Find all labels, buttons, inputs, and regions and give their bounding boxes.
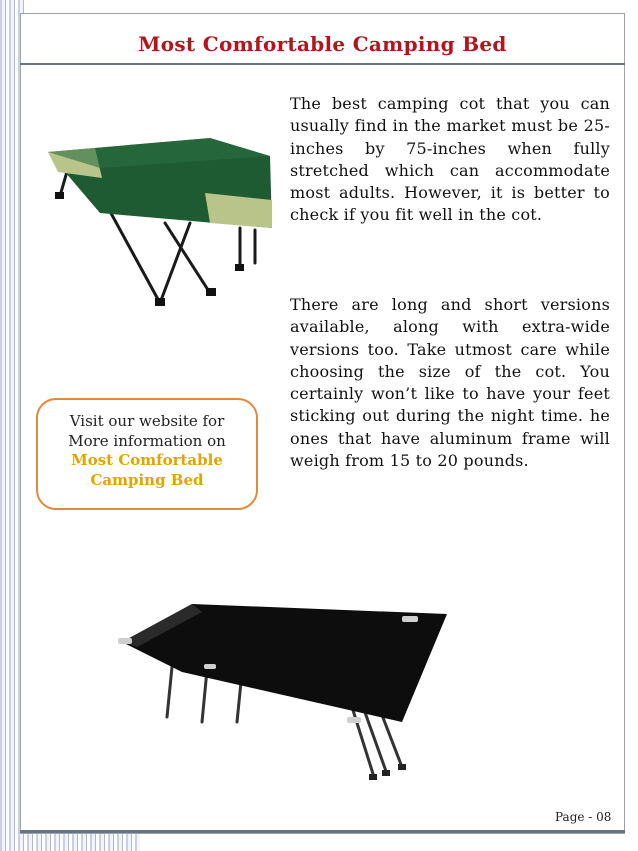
page-number: Page - 08 [555,810,612,824]
callout-line-1: Visit our website for [69,412,225,430]
green-camping-cot-image [40,138,280,313]
camping-bed-link-line-1[interactable]: Most Comfortable [71,451,223,469]
paragraph-1: The best camping cot that you can usually find in the market must be 25-inches by 75-inches when fully stretched which can accommodate most adults. However, it is better to check if you fit well in the cot. [290,94,610,225]
paragraph-2: There are long and short versions available, along with extra-wide versions too. Take utmost care while choosing the size of the cot. You certainly won’t like to have your feet sticking out during the night time. he ones that have aluminum frame will weigh from 15 to 20 pounds. [290,295,610,471]
header-divider [20,63,625,65]
camping-bed-link-line-2[interactable]: Camping Bed [90,470,204,489]
black-camping-cot-image [112,592,457,792]
callout-line-2: More information on [68,431,226,450]
page-title: Most Comfortable Camping Bed [138,32,507,56]
footer-divider [20,830,625,833]
website-callout-box [36,398,258,510]
